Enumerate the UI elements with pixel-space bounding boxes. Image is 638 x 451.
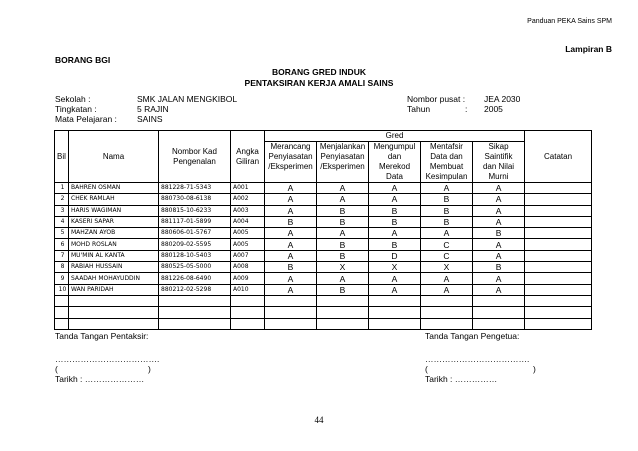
empty-cell	[55, 307, 69, 318]
row-name: KASERI SAPAR	[69, 216, 159, 227]
row-grade-2: B	[317, 239, 369, 250]
row-grade-5: A	[473, 183, 525, 194]
row-angka: A008	[231, 262, 265, 273]
row-bil: 4	[55, 216, 69, 227]
row-name: WAN PARIDAH	[69, 284, 159, 295]
row-grade-3: B	[369, 205, 421, 216]
row-grade-2: X	[317, 262, 369, 273]
empty-cell	[231, 295, 265, 306]
row-angka: A005	[231, 239, 265, 250]
row-grade-3: D	[369, 250, 421, 261]
empty-cell	[525, 295, 592, 306]
row-angka: A004	[231, 216, 265, 227]
row-name: CHEK RAMLAH	[69, 194, 159, 205]
row-grade-2: B	[317, 216, 369, 227]
row-ic: 880730-08-6138	[159, 194, 231, 205]
row-grade-2: A	[317, 228, 369, 239]
row-angka: A005	[231, 228, 265, 239]
row-angka: A001	[231, 183, 265, 194]
row-bil: 5	[55, 228, 69, 239]
row-name: RABIAH HUSSAIN	[69, 262, 159, 273]
row-bil: 1	[55, 183, 69, 194]
row-grade-5: A	[473, 273, 525, 284]
row-grade-1: A	[265, 273, 317, 284]
centre-label: Nombor pusat :	[407, 94, 466, 104]
row-grade-5: A	[473, 194, 525, 205]
empty-cell	[69, 318, 159, 329]
page-title: BORANG GRED INDUK	[272, 67, 366, 77]
empty-cell	[525, 307, 592, 318]
row-bil: 2	[55, 194, 69, 205]
empty-cell	[473, 295, 525, 306]
row-name: MU'MIN AL KANTA	[69, 250, 159, 261]
row-angka: A010	[231, 284, 265, 295]
row-grade-4: B	[421, 205, 473, 216]
empty-cell	[317, 318, 369, 329]
page-subtitle: PENTAKSIRAN KERJA AMALI SAINS	[244, 78, 394, 88]
assessor-name-close: )	[148, 364, 151, 374]
row-grade-1: A	[265, 228, 317, 239]
row-name: HARIS WAGIMAN	[69, 205, 159, 216]
row-catatan	[525, 228, 592, 239]
empty-cell	[421, 307, 473, 318]
row-catatan	[525, 183, 592, 194]
col-angka-header: Angka Giliran	[231, 131, 265, 183]
row-bil: 9	[55, 273, 69, 284]
table-row	[55, 239, 592, 250]
empty-cell	[317, 295, 369, 306]
empty-cell	[265, 295, 317, 306]
principal-name-open: (	[425, 364, 428, 374]
row-grade-2: A	[317, 183, 369, 194]
row-grade-5: A	[473, 239, 525, 250]
row-grade-5: A	[473, 250, 525, 261]
school-value: SMK JALAN MENGKIBOL	[137, 94, 238, 104]
row-grade-2: A	[317, 273, 369, 284]
row-grade-3: A	[369, 284, 421, 295]
row-ic: 880815-10-6233	[159, 205, 231, 216]
empty-cell	[55, 295, 69, 306]
row-catatan	[525, 194, 592, 205]
row-grade-1: B	[265, 262, 317, 273]
empty-cell	[69, 295, 159, 306]
principal-name-close: )	[533, 364, 536, 374]
row-grade-4: B	[421, 194, 473, 205]
empty-cell	[265, 307, 317, 318]
row-name: SAADAH MOHAYUDDIN	[69, 273, 159, 284]
table-row	[55, 216, 592, 227]
empty-cell	[231, 318, 265, 329]
gred-col-header-5: Sikap Saintifik dan Nilai Murni	[473, 142, 525, 183]
row-ic: 880128-10-5403	[159, 250, 231, 261]
empty-cell	[473, 307, 525, 318]
row-catatan	[525, 250, 592, 261]
page-number: 44	[314, 415, 324, 425]
row-grade-1: A	[265, 194, 317, 205]
table-row	[55, 262, 592, 273]
row-bil: 3	[55, 205, 69, 216]
table-row	[55, 284, 592, 295]
row-angka: A002	[231, 194, 265, 205]
year-colon: :	[465, 104, 468, 114]
row-catatan	[525, 273, 592, 284]
row-grade-2: B	[317, 250, 369, 261]
row-grade-3: A	[369, 228, 421, 239]
row-catatan	[525, 205, 592, 216]
row-grade-4: A	[421, 183, 473, 194]
table-row	[55, 273, 592, 284]
row-grade-3: A	[369, 183, 421, 194]
table-row-empty	[55, 318, 592, 329]
row-ic: 881226-08-6490	[159, 273, 231, 284]
form-label: Tingkatan :	[55, 104, 97, 114]
row-grade-5: A	[473, 284, 525, 295]
appendix-label: Lampiran B	[565, 44, 612, 54]
form-code: BORANG BGI	[55, 55, 111, 65]
empty-cell	[369, 307, 421, 318]
row-grade-4: A	[421, 228, 473, 239]
row-grade-5: A	[473, 216, 525, 227]
empty-cell	[159, 295, 231, 306]
row-grade-5: A	[473, 205, 525, 216]
row-ic: 880606-01-5767	[159, 228, 231, 239]
year-label: Tahun	[407, 104, 431, 114]
assessor-sign-line: ……………………………….	[55, 354, 160, 364]
empty-cell	[69, 307, 159, 318]
row-bil: 7	[55, 250, 69, 261]
col-gred-header: Gred	[265, 131, 525, 142]
table-row-empty	[55, 307, 592, 318]
centre-value: JEA 2030	[484, 94, 521, 104]
table-row	[55, 228, 592, 239]
empty-cell	[159, 307, 231, 318]
gred-col-header-1: Merancang Penyiasatan /Eksperimen	[265, 142, 317, 183]
running-title: Panduan PEKA Sains SPM	[527, 18, 612, 25]
row-catatan	[525, 284, 592, 295]
empty-cell	[265, 318, 317, 329]
empty-cell	[159, 318, 231, 329]
row-ic: 880525-05-5000	[159, 262, 231, 273]
row-ic: 880212-02-5298	[159, 284, 231, 295]
empty-cell	[317, 307, 369, 318]
row-grade-1: A	[265, 250, 317, 261]
subject-value: SAINS	[137, 114, 163, 124]
principal-date: Tarikh : ……………	[425, 374, 498, 384]
row-name: MAHZAN AYOB	[69, 228, 159, 239]
col-bil-header: Bil	[55, 131, 69, 183]
row-ic: 881228-71-5343	[159, 183, 231, 194]
table-row-empty	[55, 295, 592, 306]
row-grade-2: B	[317, 284, 369, 295]
row-grade-4: X	[421, 262, 473, 273]
table-row	[55, 194, 592, 205]
row-grade-3: A	[369, 273, 421, 284]
col-catatan-header: Catatan	[525, 131, 592, 183]
row-grade-4: B	[421, 216, 473, 227]
subject-label: Mata Pelajaran :	[55, 114, 117, 124]
empty-cell	[525, 318, 592, 329]
empty-cell	[55, 318, 69, 329]
gred-col-header-4: Mentafsir Data dan Membuat Kesimpulan	[421, 142, 473, 183]
empty-cell	[421, 318, 473, 329]
row-grade-2: A	[317, 194, 369, 205]
row-grade-1: A	[265, 205, 317, 216]
col-nama-header: Nama	[69, 131, 159, 183]
row-grade-1: B	[265, 216, 317, 227]
row-grade-3: B	[369, 216, 421, 227]
assessor-sign-label: Tanda Tangan Pentaksir:	[55, 331, 149, 341]
row-grade-3: X	[369, 262, 421, 273]
row-grade-4: A	[421, 273, 473, 284]
school-label: Sekolah :	[55, 94, 91, 104]
row-name: MOHD ROSLAN	[69, 239, 159, 250]
principal-sign-line: ……………………………….	[425, 354, 530, 364]
col-ic-header: Nombor Kad Pengenalan	[159, 131, 231, 183]
row-catatan	[525, 216, 592, 227]
row-grade-4: C	[421, 250, 473, 261]
row-grade-5: B	[473, 262, 525, 273]
row-grade-1: A	[265, 239, 317, 250]
row-grade-2: B	[317, 205, 369, 216]
row-bil: 6	[55, 239, 69, 250]
assessor-date: Tarikh : …………………	[55, 374, 145, 384]
grade-table	[54, 130, 592, 330]
table-row	[55, 183, 592, 194]
row-grade-1: A	[265, 284, 317, 295]
empty-cell	[231, 307, 265, 318]
row-bil: 8	[55, 262, 69, 273]
empty-cell	[421, 295, 473, 306]
row-grade-3: B	[369, 239, 421, 250]
row-ic: 880209-02-5595	[159, 239, 231, 250]
form-value: 5 RAJIN	[137, 104, 169, 114]
row-angka: A009	[231, 273, 265, 284]
empty-cell	[369, 318, 421, 329]
empty-cell	[369, 295, 421, 306]
row-grade-1: A	[265, 183, 317, 194]
year-value: 2005	[484, 104, 503, 114]
row-angka: A007	[231, 250, 265, 261]
row-catatan	[525, 239, 592, 250]
row-grade-3: A	[369, 194, 421, 205]
row-catatan	[525, 262, 592, 273]
principal-sign-label: Tanda Tangan Pengetua:	[425, 331, 520, 341]
assessor-name-open: (	[55, 364, 58, 374]
row-bil: 10	[55, 284, 69, 295]
row-name: BAHREN OSMAN	[69, 183, 159, 194]
table-row	[55, 250, 592, 261]
row-ic: 881117-01-5899	[159, 216, 231, 227]
gred-col-header-3: Mengumpul dan Merekod Data	[369, 142, 421, 183]
row-angka: A003	[231, 205, 265, 216]
row-grade-5: B	[473, 228, 525, 239]
table-row	[55, 205, 592, 216]
row-grade-4: C	[421, 239, 473, 250]
empty-cell	[473, 318, 525, 329]
row-grade-4: A	[421, 284, 473, 295]
gred-col-header-2: Menjalankan Penyiasatan /Eksperimen	[317, 142, 369, 183]
